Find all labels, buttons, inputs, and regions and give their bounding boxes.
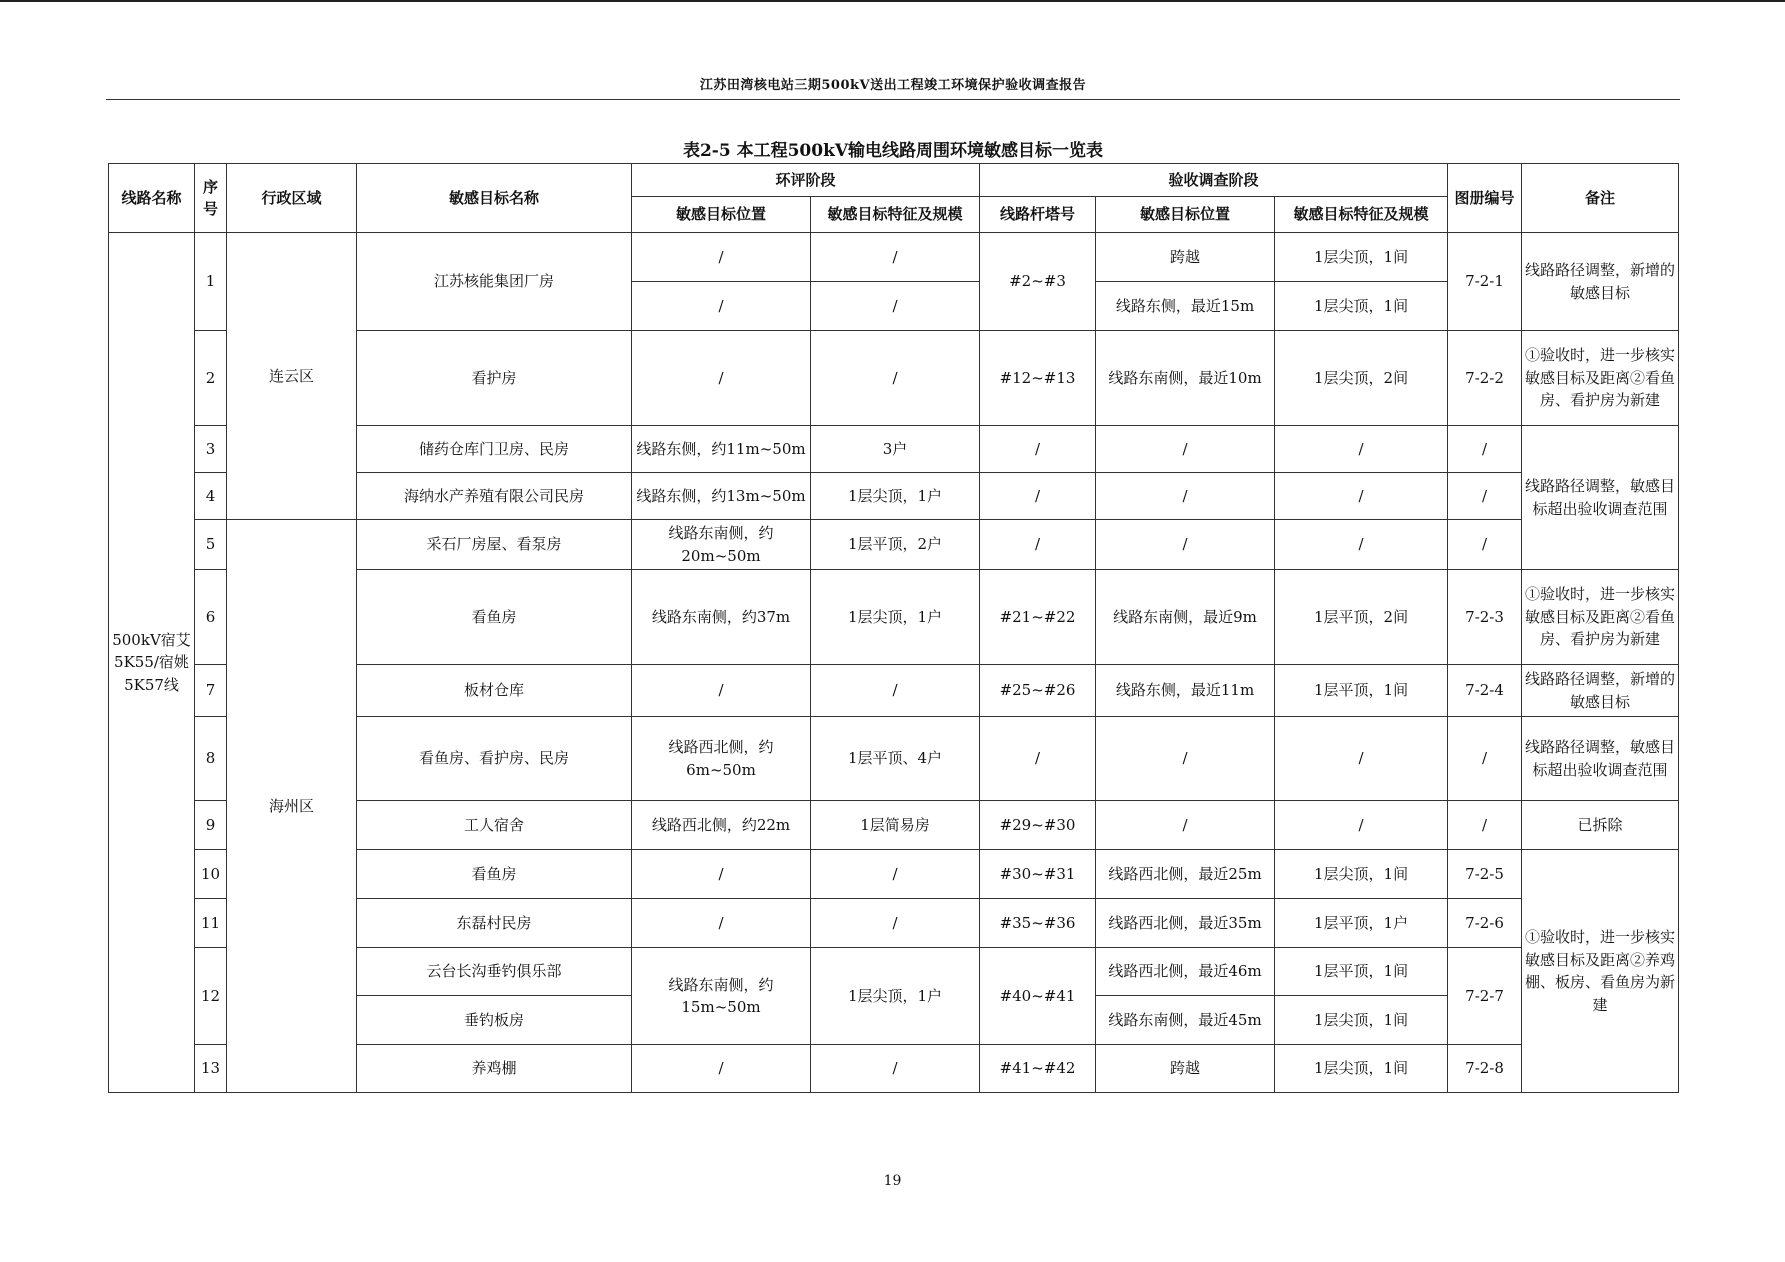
acc-position-cell: 线路东南侧，最近45m <box>1096 996 1275 1045</box>
tower-cell: #2~#3 <box>980 233 1096 331</box>
acc-feature-cell: / <box>1275 473 1448 520</box>
target-name-cell: 板材仓库 <box>357 665 632 717</box>
col-target-name: 敏感目标名称 <box>357 164 632 233</box>
acc-feature-cell: 1层尖顶，1间 <box>1275 282 1448 331</box>
tower-cell: #41~#42 <box>980 1045 1096 1093</box>
page-number: 19 <box>883 1173 902 1189</box>
tower-cell: #25~#26 <box>980 665 1096 717</box>
eia-feature-cell: 1层平顶，2户 <box>811 520 980 570</box>
acc-position-cell: 线路东南侧，最近9m <box>1096 570 1275 665</box>
note-cell: 线路路径调整，新增的敏感目标 <box>1522 665 1679 717</box>
acc-position-cell: / <box>1096 426 1275 473</box>
seq-cell: 4 <box>195 473 227 520</box>
target-name-cell: 工人宿舍 <box>357 801 632 850</box>
acc-position-cell: 跨越 <box>1096 1045 1275 1093</box>
acc-feature-cell: / <box>1275 801 1448 850</box>
acc-position-cell: 线路东侧，最近15m <box>1096 282 1275 331</box>
col-acc-position: 敏感目标位置 <box>1096 197 1275 233</box>
acc-position-cell: 线路东南侧，最近10m <box>1096 331 1275 426</box>
eia-position-cell: / <box>632 665 811 717</box>
eia-feature-cell: 1层简易房 <box>811 801 980 850</box>
acc-feature-cell: 1层尖顶，1间 <box>1275 850 1448 899</box>
eia-feature-cell: 3户 <box>811 426 980 473</box>
region-cell: 连云区 <box>227 233 357 520</box>
figure-no-cell: 7-2-7 <box>1448 948 1522 1045</box>
target-name-cell: 看鱼房 <box>357 850 632 899</box>
sensitive-targets-table <box>108 163 1679 1093</box>
tower-cell: / <box>980 520 1096 570</box>
note-cell: 线路路径调整，新增的敏感目标 <box>1522 233 1679 331</box>
eia-feature-cell: / <box>811 1045 980 1093</box>
figure-no-cell: 7-2-3 <box>1448 570 1522 665</box>
eia-position-cell: / <box>632 233 811 282</box>
tower-cell: #12~#13 <box>980 331 1096 426</box>
table-caption: 表2-5 本工程500kV输电线路周围环境敏感目标一览表 <box>682 141 1104 161</box>
acc-feature-cell: 1层尖顶，1间 <box>1275 1045 1448 1093</box>
table-row <box>109 520 1679 570</box>
seq-cell: 3 <box>195 426 227 473</box>
col-eia-feature: 敏感目标特征及规模 <box>811 197 980 233</box>
col-tower: 线路杆塔号 <box>980 197 1096 233</box>
seq-cell: 5 <box>195 520 227 570</box>
acc-feature-cell: / <box>1275 426 1448 473</box>
top-border <box>0 0 1785 2</box>
eia-position-cell: 线路东侧，约11m~50m <box>632 426 811 473</box>
col-figure-no: 图册编号 <box>1448 164 1522 233</box>
page-header: 江苏田湾核电站三期500kV送出工程竣工环境保护验收调查报告 <box>699 78 1087 93</box>
eia-position-cell: / <box>632 850 811 899</box>
figure-no-cell: 7-2-6 <box>1448 899 1522 948</box>
figure-no-cell: / <box>1448 717 1522 801</box>
eia-feature-cell: / <box>811 282 980 331</box>
note-cell: ①验收时，进一步核实敏感目标及距离②看鱼房、看护房为新建 <box>1522 331 1679 426</box>
col-note: 备注 <box>1522 164 1679 233</box>
note-cell: 已拆除 <box>1522 801 1679 850</box>
col-acceptance-stage: 验收调查阶段 <box>980 164 1448 197</box>
figure-no-cell: / <box>1448 520 1522 570</box>
acc-feature-cell: 1层尖顶，2间 <box>1275 331 1448 426</box>
table-row <box>109 233 1679 282</box>
eia-position-cell: 线路东南侧，约20m~50m <box>632 520 811 570</box>
figure-no-cell: 7-2-1 <box>1448 233 1522 331</box>
figure-no-cell: / <box>1448 426 1522 473</box>
tower-cell: / <box>980 473 1096 520</box>
col-region: 行政区域 <box>227 164 357 233</box>
tower-cell: #40~#41 <box>980 948 1096 1045</box>
seq-cell: 10 <box>195 850 227 899</box>
eia-feature-cell: / <box>811 899 980 948</box>
eia-feature-cell: / <box>811 850 980 899</box>
eia-feature-cell: / <box>811 233 980 282</box>
tower-cell: #29~#30 <box>980 801 1096 850</box>
acc-position-cell: 跨越 <box>1096 233 1275 282</box>
acc-position-cell: / <box>1096 473 1275 520</box>
acc-feature-cell: 1层平顶，1间 <box>1275 665 1448 717</box>
eia-position-cell: / <box>632 899 811 948</box>
target-name-cell: 看护房 <box>357 331 632 426</box>
seq-cell: 8 <box>195 717 227 801</box>
figure-no-cell: / <box>1448 801 1522 850</box>
target-name-cell: 江苏核能集团厂房 <box>357 233 632 331</box>
acc-position-cell: 线路西北侧，最近35m <box>1096 899 1275 948</box>
col-seq: 序号 <box>195 164 227 233</box>
acc-position-cell: 线路西北侧，最近46m <box>1096 948 1275 996</box>
acc-feature-cell: / <box>1275 717 1448 801</box>
acc-position-cell: 线路东侧，最近11m <box>1096 665 1275 717</box>
tower-cell: #21~#22 <box>980 570 1096 665</box>
eia-feature-cell: 1层尖顶，1户 <box>811 570 980 665</box>
seq-cell: 11 <box>195 899 227 948</box>
eia-position-cell: / <box>632 1045 811 1093</box>
col-line-name: 线路名称 <box>109 164 195 233</box>
acc-feature-cell: 1层尖顶，1间 <box>1275 233 1448 282</box>
acc-position-cell: / <box>1096 717 1275 801</box>
note-cell: 线路路径调整，敏感目标超出验收调查范围 <box>1522 717 1679 801</box>
eia-position-cell: / <box>632 331 811 426</box>
region-cell: 海州区 <box>227 520 357 1093</box>
eia-position-cell: 线路东南侧，约37m <box>632 570 811 665</box>
seq-cell: 7 <box>195 665 227 717</box>
figure-no-cell: 7-2-2 <box>1448 331 1522 426</box>
eia-feature-cell: / <box>811 665 980 717</box>
eia-feature-cell: 1层尖顶，1户 <box>811 473 980 520</box>
figure-no-cell: 7-2-8 <box>1448 1045 1522 1093</box>
seq-cell: 12 <box>195 948 227 1045</box>
note-cell: ①验收时，进一步核实敏感目标及距离②养鸡棚、板房、看鱼房为新建 <box>1522 850 1679 1093</box>
eia-position-cell: 线路西北侧，约6m~50m <box>632 717 811 801</box>
tower-cell: / <box>980 426 1096 473</box>
figure-no-cell: 7-2-4 <box>1448 665 1522 717</box>
target-name-cell: 采石厂房屋、看泵房 <box>357 520 632 570</box>
eia-position-cell: / <box>632 282 811 331</box>
acc-feature-cell: / <box>1275 520 1448 570</box>
target-name-cell: 看鱼房、看护房、民房 <box>357 717 632 801</box>
target-name-cell: 东磊村民房 <box>357 899 632 948</box>
seq-cell: 1 <box>195 233 227 331</box>
seq-cell: 2 <box>195 331 227 426</box>
acc-feature-cell: 1层平顶，1户 <box>1275 899 1448 948</box>
eia-feature-cell: 1层平顶、4户 <box>811 717 980 801</box>
target-name-cell: 养鸡棚 <box>357 1045 632 1093</box>
eia-position-cell: 线路东南侧，约15m~50m <box>632 948 811 1045</box>
eia-feature-cell: / <box>811 331 980 426</box>
target-name-cell: 看鱼房 <box>357 570 632 665</box>
note-cell: 线路路径调整，敏感目标超出验收调查范围 <box>1522 426 1679 570</box>
seq-cell: 13 <box>195 1045 227 1093</box>
acc-position-cell: / <box>1096 801 1275 850</box>
tower-cell: #30~#31 <box>980 850 1096 899</box>
eia-position-cell: 线路西北侧，约22m <box>632 801 811 850</box>
target-name-cell: 储药仓库门卫房、民房 <box>357 426 632 473</box>
col-eia-position: 敏感目标位置 <box>632 197 811 233</box>
acc-feature-cell: 1层平顶，1间 <box>1275 948 1448 996</box>
line-name-cell: 500kV宿艾5K55/宿姚5K57线 <box>109 233 195 1093</box>
target-name-cell: 垂钓板房 <box>357 996 632 1045</box>
seq-cell: 9 <box>195 801 227 850</box>
eia-position-cell: 线路东侧，约13m~50m <box>632 473 811 520</box>
tower-cell: / <box>980 717 1096 801</box>
acc-position-cell: / <box>1096 520 1275 570</box>
acc-position-cell: 线路西北侧，最近25m <box>1096 850 1275 899</box>
target-name-cell: 云台长沟垂钓俱乐部 <box>357 948 632 996</box>
figure-no-cell: / <box>1448 473 1522 520</box>
seq-cell: 6 <box>195 570 227 665</box>
header-rule <box>106 99 1680 100</box>
eia-feature-cell: 1层尖顶，1户 <box>811 948 980 1045</box>
figure-no-cell: 7-2-5 <box>1448 850 1522 899</box>
target-name-cell: 海纳水产养殖有限公司民房 <box>357 473 632 520</box>
col-acc-feature: 敏感目标特征及规模 <box>1275 197 1448 233</box>
note-cell: ①验收时，进一步核实敏感目标及距离②看鱼房、看护房为新建 <box>1522 570 1679 665</box>
tower-cell: #35~#36 <box>980 899 1096 948</box>
acc-feature-cell: 1层尖顶，1间 <box>1275 996 1448 1045</box>
acc-feature-cell: 1层平顶，2间 <box>1275 570 1448 665</box>
col-eia-stage: 环评阶段 <box>632 164 980 197</box>
